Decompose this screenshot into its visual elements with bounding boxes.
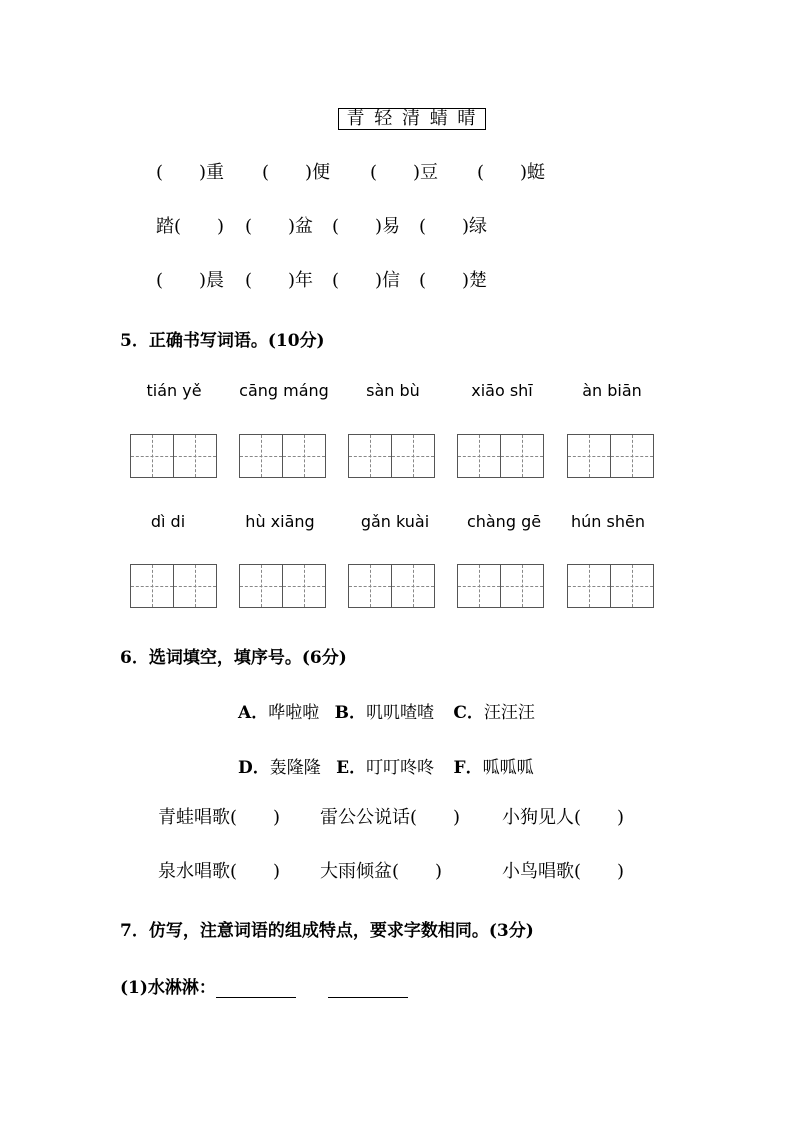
word-group-title: 青 轻 清 蜻 晴 [338, 108, 486, 130]
question-5-heading: 5．正确书写词语。(10分) [120, 331, 325, 351]
blank-item[interactable]: 泉水唱歌( ) [158, 861, 281, 882]
pinyin-label: hún shēn [571, 512, 645, 531]
option-row-2 [238, 753, 534, 778]
pinyin-label: tián yě [146, 381, 202, 400]
fill-item: ( )年 [245, 270, 314, 291]
item-label: (1)水淋淋： [120, 978, 216, 998]
pinyin-label: àn biān [582, 381, 642, 400]
option-row-1 [238, 698, 535, 723]
pinyin-label: hù xiāng [245, 512, 315, 531]
blank-item[interactable]: 大雨倾盆( ) [320, 861, 443, 882]
option-word: 叮叮咚咚 [366, 758, 435, 778]
option-letter: A． [238, 703, 269, 723]
tianzi-grid[interactable] [348, 434, 435, 478]
answer-line[interactable] [216, 979, 296, 998]
tianzi-grid[interactable] [567, 564, 654, 608]
fill-item: ( )便 [262, 162, 331, 183]
fill-row-1 [0, 161, 794, 185]
fill-item: ( )重 [156, 162, 225, 183]
question-6-heading: 6．选词填空，填序号。(6分) [120, 648, 347, 668]
question-7-heading: 7．仿写，注意词语的组成特点，要求字数相同。(3分) [120, 921, 534, 941]
fill-row-2 [0, 215, 794, 239]
tianzi-grid[interactable] [567, 434, 654, 478]
pinyin-label: chàng gē [466, 512, 542, 531]
question-7-item-1 [120, 973, 408, 998]
blank-row-1 [0, 806, 794, 830]
tianzi-grid[interactable] [457, 434, 544, 478]
pinyin-label: sàn bù [366, 381, 420, 400]
pinyin-label: xiāo shī [471, 381, 533, 400]
fill-item: ( )楚 [419, 270, 488, 291]
option-word: 叽叽喳喳 [365, 703, 434, 723]
option-word: 汪汪汪 [483, 703, 535, 723]
fill-item: ( )晨 [156, 270, 225, 291]
fill-item: ( )盆 [245, 216, 314, 237]
option-word: 哗啦啦 [268, 703, 320, 723]
fill-item: ( )信 [332, 270, 401, 291]
blank-item[interactable]: 青蛙唱歌( ) [158, 807, 281, 828]
tianzi-grid[interactable] [348, 564, 435, 608]
tianzi-grid[interactable] [239, 564, 326, 608]
option-letter: E． [336, 758, 367, 778]
blank-row-2 [0, 860, 794, 884]
option-word: 呱呱呱 [482, 758, 534, 778]
tianzi-grid[interactable] [130, 564, 217, 608]
fill-row-3 [0, 269, 794, 293]
tianzi-grid[interactable] [457, 564, 544, 608]
pinyin-label: gǎn kuài [360, 512, 430, 531]
fill-item: ( )绿 [419, 216, 488, 237]
option-word: 轰隆隆 [269, 758, 321, 778]
pinyin-label: dì di [150, 512, 186, 531]
option-letter: F． [453, 758, 483, 778]
tianzi-grid[interactable] [130, 434, 217, 478]
fill-item: ( )豆 [370, 162, 439, 183]
tianzi-grid[interactable] [239, 434, 326, 478]
blank-item[interactable]: 小鸟唱歌( ) [502, 861, 625, 882]
blank-item[interactable]: 雷公公说话( ) [320, 807, 461, 828]
fill-item: ( )蜓 [477, 162, 546, 183]
fill-item: 踏( ) [156, 216, 225, 237]
answer-line[interactable] [328, 979, 408, 998]
fill-item: ( )易 [332, 216, 401, 237]
option-letter: B． [334, 703, 366, 723]
pinyin-label: cāng máng [239, 381, 329, 400]
option-letter: D． [238, 758, 270, 778]
blank-item[interactable]: 小狗见人( ) [502, 807, 625, 828]
option-letter: C． [453, 703, 484, 723]
